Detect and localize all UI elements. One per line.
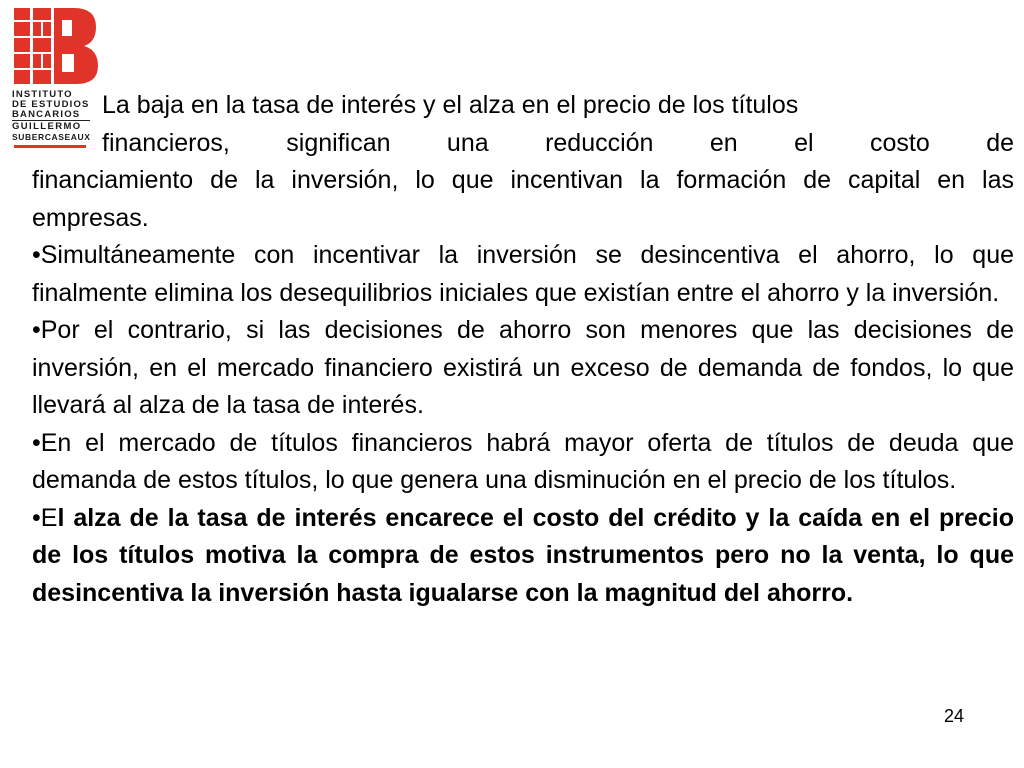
- logo-text-line5: SUBERCASEAUX: [12, 132, 91, 142]
- paragraph-2: •Simultáneamente con incentivar la inversión se desincentiva el ahorro, lo que finalmente elimina los desequilibrios iniciales que existían entre el ahorro y la inversión.: [32, 241, 1014, 307]
- page-number: 24: [943, 706, 964, 726]
- logo-text-line3: BANCARIOS: [12, 109, 81, 120]
- paragraph-1-rest: financiamiento de la inversión, lo que incentivan la formación de capital en las empresas.: [32, 166, 1014, 232]
- paragraph-1-line-1: La baja en la tasa de interés y el alza en el precio de los títulos: [102, 91, 799, 119]
- logo-text-line4: GUILLERMO: [12, 121, 82, 132]
- paragraph-5-bold: l alza de la tasa de interés encarece el costo del crédito y la caída en el precio de los títulos motiva la compra de estos instrumentos pero no la venta, lo que desincentiva la inversión hasta igualarse con la magnitud del ahorro.: [32, 503, 1014, 607]
- paragraph-5: [32, 500, 1014, 613]
- paragraph-5-prefix: •E: [32, 503, 58, 532]
- logo-text-line1: INSTITUTO: [12, 89, 73, 100]
- paragraph-4: •En el mercado de títulos financieros habrá mayor oferta de títulos de deuda que demanda de estos títulos, lo que genera una disminución en el precio de los títulos.: [32, 428, 1014, 494]
- paragraph-1-line-2: financieros, significan una reducción en el costo de: [102, 128, 1014, 157]
- logo-text-line2: DE ESTUDIOS: [12, 99, 90, 110]
- logo-mark-icon: [14, 8, 98, 86]
- paragraph-1: [32, 87, 1014, 237]
- slide-body: [32, 87, 1014, 612]
- paragraph-3: •Por el contrario, si las decisiones de ahorro son menores que las decisiones de inversión, en el mercado financiero existirá un exceso de demanda de fondos, lo que llevará al alza de la tasa de interés.: [32, 316, 1014, 419]
